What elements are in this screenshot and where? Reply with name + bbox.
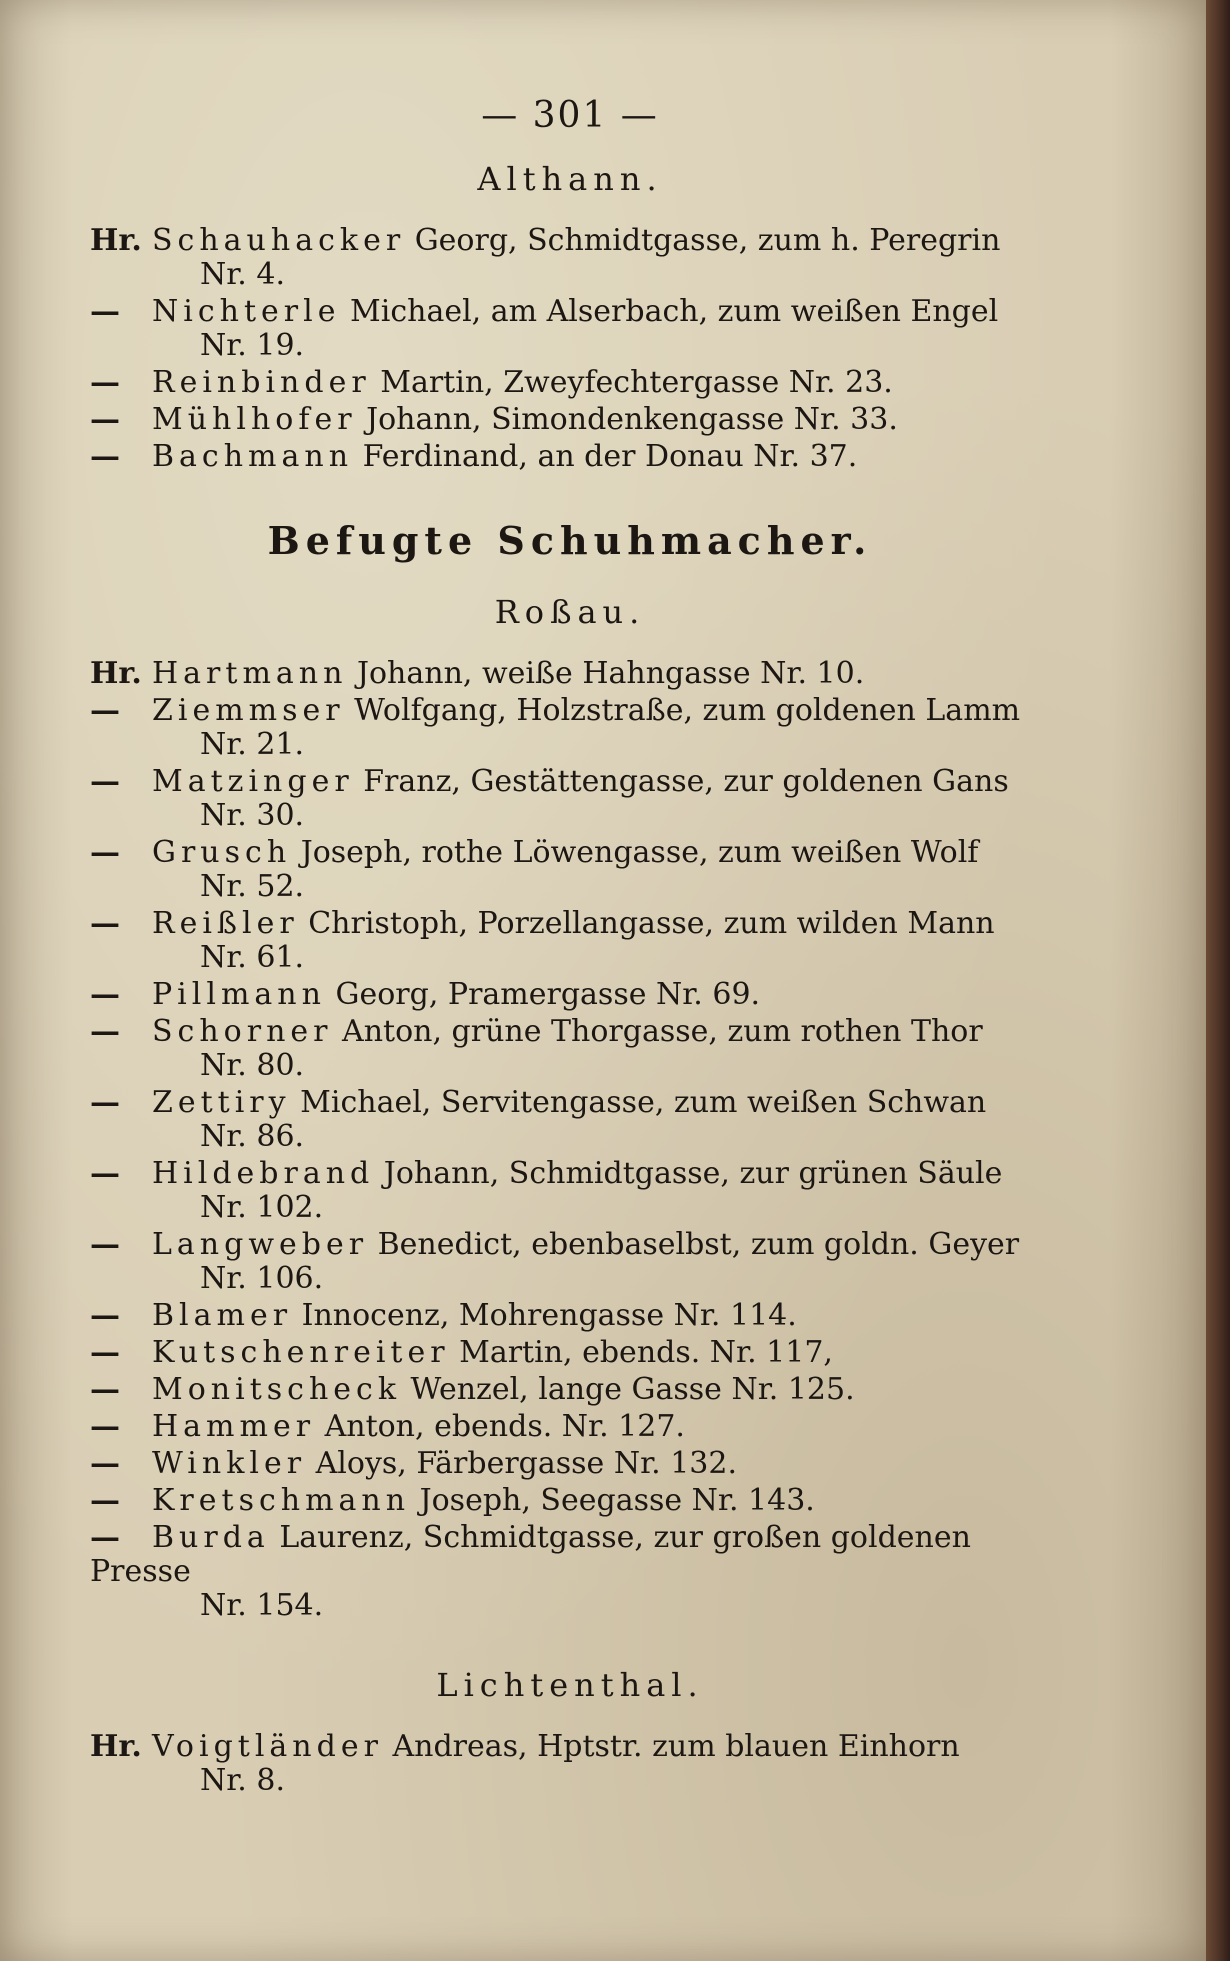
entry-details: Franz, Gestättengasse, zur goldenen Gans: [353, 764, 1009, 799]
entry-details: Wenzel, lange Gasse Nr. 125.: [401, 1372, 855, 1407]
directory-entry: [90, 765, 1050, 833]
entry-details: Andreas, Hptstr. zum blauen Einhorn: [382, 1729, 960, 1764]
entry-prefix: —: [90, 439, 120, 474]
entry-house-number: Nr. 80.: [200, 1048, 305, 1083]
entry-house-number: Nr. 106.: [200, 1261, 324, 1296]
directory-entry: [90, 1447, 1050, 1481]
entry-line: [90, 765, 1050, 799]
entry-line: [90, 1447, 1050, 1481]
entry-line: [90, 1373, 1050, 1407]
directory-entry: [90, 657, 1050, 691]
entry-details: Christoph, Porzellangasse, zum wilden Mann: [298, 906, 995, 941]
entry-details: Ferdinand, an der Donau Nr. 37.: [353, 439, 858, 474]
entry-prefix: —: [90, 764, 120, 799]
entry-house-number: Nr. 4.: [200, 257, 285, 292]
entry-prefix: Hr.: [90, 656, 142, 691]
entry-prefix: —: [90, 693, 120, 728]
entry-house-number: Nr. 154.: [200, 1588, 324, 1623]
entry-line: [90, 224, 1050, 258]
entry-line: [90, 295, 1050, 329]
entry-prefix: Hr.: [90, 223, 142, 258]
entry-prefix: —: [90, 365, 120, 400]
entry-line: [90, 1228, 1050, 1262]
entry-details: Martin, Zweyfechtergasse Nr. 23.: [370, 365, 893, 400]
directory-entry: [90, 403, 1050, 437]
entry-prefix: —: [90, 1483, 120, 1518]
page-number: — 301 —: [481, 95, 659, 136]
entry-line: [90, 1086, 1050, 1120]
entry-surname: Hildebrand: [152, 1156, 375, 1191]
entry-details: Joseph, Seegasse Nr. 143.: [410, 1483, 815, 1518]
entry-line: [90, 403, 1050, 437]
entry-surname: Hammer: [152, 1409, 316, 1444]
entry-line: [90, 907, 1050, 941]
entry-details: Wolfgang, Holzstraße, zum goldenen Lamm: [344, 693, 1021, 728]
entry-prefix: —: [90, 906, 120, 941]
entry-prefix: —: [90, 1409, 120, 1444]
entry-surname: Reißler: [152, 906, 299, 941]
place-heading: Althann.: [477, 160, 663, 198]
entry-line: [90, 1410, 1050, 1444]
entry-surname: Blamer: [152, 1298, 293, 1333]
entry-surname: Nichterle: [152, 294, 341, 329]
directory-entry: [90, 1373, 1050, 1407]
section-heading: Befugte Schuhmacher.: [267, 518, 873, 563]
entry-line: [90, 657, 1050, 691]
directory-entry: [90, 1730, 1050, 1798]
page-content: [90, 95, 1050, 1801]
entry-line: [90, 978, 1050, 1012]
entry-line: [90, 366, 1050, 400]
directory-entry: [90, 295, 1050, 363]
entry-surname: Langweber: [152, 1227, 369, 1262]
entry-details: Johann, Simondenkengasse Nr. 33.: [356, 402, 898, 437]
entry-line: [90, 1015, 1050, 1049]
entry-prefix: —: [90, 835, 120, 870]
sections-container: [90, 160, 1050, 1798]
entry-details: Aloys, Färbergasse Nr. 132.: [306, 1446, 738, 1481]
entry-details: Innocenz, Mohrengasse Nr. 114.: [292, 1298, 797, 1333]
entry-line: [90, 1157, 1050, 1191]
entry-surname: Kutschenreiter: [152, 1335, 450, 1370]
entry-surname: Pillmann: [152, 977, 326, 1012]
entry-prefix: Hr.: [90, 1729, 142, 1764]
entry-details: Georg, Pramergasse Nr. 69.: [325, 977, 761, 1012]
entry-line: [90, 694, 1050, 728]
entry-surname: Winkler: [152, 1446, 307, 1481]
entry-surname: Matzinger: [152, 764, 354, 799]
entry-surname: Schauhacker: [152, 223, 406, 258]
entry-details: Joseph, rothe Löwengasse, zum weißen Wolf: [291, 835, 979, 870]
entry-surname: Reinbinder: [152, 365, 371, 400]
entry-details: Georg, Schmidtgasse, zum h. Peregrin: [405, 223, 1001, 258]
directory-entry: [90, 1410, 1050, 1444]
directory-entry: [90, 907, 1050, 975]
entry-prefix: —: [90, 1335, 120, 1370]
directory-entry: [90, 366, 1050, 400]
entry-details: Michael, Servitengasse, zum weißen Schwan: [290, 1085, 987, 1120]
entry-prefix: —: [90, 1227, 120, 1262]
entry-details: Martin, ebends. Nr. 117,: [449, 1335, 833, 1370]
book-binding-edge: [1206, 0, 1230, 1961]
entry-surname: Voigtländer: [152, 1729, 383, 1764]
entry-details: Michael, am Alserbach, zum weißen Engel: [340, 294, 999, 329]
directory-entry: [90, 440, 1050, 474]
entry-prefix: —: [90, 402, 120, 437]
directory-entry: [90, 978, 1050, 1012]
entry-house-number: Nr. 61.: [200, 940, 305, 975]
entry-prefix: —: [90, 1156, 120, 1191]
entry-line: [90, 1336, 1050, 1370]
entry-house-number: Nr. 30.: [200, 798, 305, 833]
entry-surname: Monitscheck: [152, 1372, 402, 1407]
entry-details: Laurenz, Schmidtgasse, zur großen goldenen Presse: [90, 1520, 971, 1589]
place-heading: Lichtenthal.: [436, 1666, 704, 1704]
entry-line: [90, 1521, 1050, 1589]
entry-house-number: Nr. 102.: [200, 1190, 324, 1225]
entry-details: Anton, ebends. Nr. 127.: [315, 1409, 685, 1444]
entry-prefix: —: [90, 1520, 120, 1555]
entry-house-number: Nr. 86.: [200, 1119, 305, 1154]
entry-surname: Zettiry: [152, 1085, 291, 1120]
directory-entry: [90, 1336, 1050, 1370]
entry-details: Johann, weiße Hahngasse Nr. 10.: [347, 656, 865, 691]
entry-house-number: Nr. 19.: [200, 328, 305, 363]
directory-entry: [90, 1484, 1050, 1518]
entry-line: [90, 1484, 1050, 1518]
directory-entry: [90, 1015, 1050, 1083]
directory-entry: [90, 694, 1050, 762]
section-gap: [90, 1626, 1050, 1666]
entry-prefix: —: [90, 1298, 120, 1333]
entry-house-number: Nr. 21.: [200, 727, 305, 762]
entry-prefix: —: [90, 977, 120, 1012]
directory-entry: [90, 1228, 1050, 1296]
directory-entry: [90, 836, 1050, 904]
entry-surname: Burda: [152, 1520, 270, 1555]
directory-entry: [90, 1157, 1050, 1225]
entry-line: [90, 1299, 1050, 1333]
directory-entry: [90, 1086, 1050, 1154]
entry-details: Anton, grüne Thorgasse, zum rothen Thor: [332, 1014, 983, 1049]
entry-details: Benedict, ebenbaselbst, zum goldn. Geyer: [368, 1227, 1020, 1262]
entry-house-number: Nr. 8.: [200, 1763, 285, 1798]
entry-line: [90, 1730, 1050, 1764]
directory-entry: [90, 1299, 1050, 1333]
entry-line: [90, 440, 1050, 474]
entry-prefix: —: [90, 1014, 120, 1049]
entry-surname: Hartmann: [152, 656, 348, 691]
entry-prefix: —: [90, 1085, 120, 1120]
directory-entry: [90, 224, 1050, 292]
entry-surname: Ziemmser: [152, 693, 345, 728]
directory-entry: [90, 1521, 1050, 1623]
place-heading: Roßau.: [494, 593, 646, 631]
entry-surname: Schorner: [152, 1014, 333, 1049]
entry-line: [90, 836, 1050, 870]
entry-prefix: —: [90, 1446, 120, 1481]
entry-prefix: —: [90, 294, 120, 329]
entry-surname: Bachmann: [152, 439, 354, 474]
entry-surname: Grusch: [152, 835, 292, 870]
entry-surname: Kretschmann: [152, 1483, 411, 1518]
entry-prefix: —: [90, 1372, 120, 1407]
entry-house-number: Nr. 52.: [200, 869, 305, 904]
entry-details: Johann, Schmidtgasse, zur grünen Säule: [374, 1156, 1003, 1191]
entry-surname: Mühlhofer: [152, 402, 357, 437]
